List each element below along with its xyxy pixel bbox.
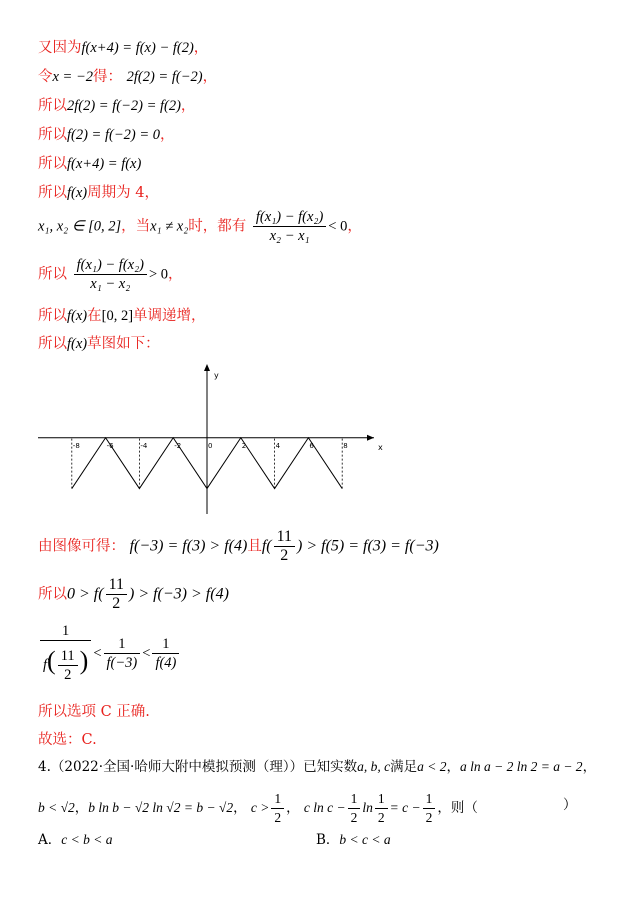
tick-label: 8 bbox=[343, 441, 348, 450]
x-axis-label: x bbox=[378, 442, 383, 452]
line-text: 所以 bbox=[38, 127, 67, 143]
punct: ， bbox=[180, 98, 196, 114]
answer-paren-close bbox=[563, 795, 577, 815]
line-text: 所以 bbox=[38, 266, 67, 283]
denominator: x₂ − x₁ bbox=[269, 228, 310, 244]
question-text: （2022·全国·哈师大附中模拟预测（理））已知实数 bbox=[50, 759, 358, 775]
variables: a, b, c bbox=[357, 759, 391, 774]
less-than: < bbox=[142, 645, 151, 662]
paren: ） bbox=[563, 797, 577, 813]
punct: ， bbox=[74, 800, 89, 816]
equation: f(x+4) = f(x) − f(2) bbox=[81, 40, 194, 56]
fraction-11-2 bbox=[106, 576, 127, 613]
inequality: < 0 bbox=[328, 218, 348, 235]
line-text: 得： bbox=[93, 69, 123, 85]
numerator: 11 bbox=[58, 647, 78, 666]
denominator: 2 bbox=[112, 595, 121, 612]
line-text: 所以 bbox=[38, 586, 67, 603]
reciprocal-3 bbox=[152, 635, 179, 672]
equation: ) > f(5) = f(3) = f(−3) bbox=[297, 537, 439, 555]
numerator: 1 bbox=[104, 635, 141, 654]
numerator: f(x₁) − f(x₂) bbox=[253, 208, 326, 227]
equation: f(x+4) = f(x) bbox=[67, 156, 142, 172]
equation: = c − bbox=[389, 800, 421, 815]
solution-line-2 bbox=[38, 67, 217, 87]
line-text: 草图如下： bbox=[87, 336, 160, 352]
solution-line-6 bbox=[38, 183, 159, 203]
punct: ， bbox=[347, 218, 362, 235]
equation: ) > f(−3) > f(4) bbox=[128, 585, 229, 603]
x-axis-arrow bbox=[367, 435, 374, 441]
numerator: 1 bbox=[375, 790, 388, 809]
punct: ， bbox=[286, 800, 300, 816]
equation: x₁, x₂ ∈ [0, 2] bbox=[38, 218, 122, 235]
equation: f(x) bbox=[67, 185, 88, 201]
numerator: 1 bbox=[423, 790, 436, 809]
line-text: ，当 bbox=[121, 218, 151, 235]
condition: c > bbox=[250, 800, 270, 815]
solution-line-11 bbox=[38, 528, 439, 565]
denominator: 2 bbox=[350, 810, 358, 825]
tick-label: -4 bbox=[140, 441, 148, 450]
solution-line-1 bbox=[38, 38, 208, 58]
solution-line-12 bbox=[38, 576, 229, 613]
solution-line-15 bbox=[38, 730, 97, 750]
numerator: 11 bbox=[274, 528, 295, 547]
option-math: c < b < a bbox=[61, 832, 113, 847]
option-math: b < c < a bbox=[339, 832, 391, 847]
solution-line-9 bbox=[38, 306, 206, 326]
punct: ， bbox=[159, 127, 175, 143]
tick-label: -6 bbox=[106, 441, 114, 450]
punct: ， bbox=[202, 69, 218, 85]
solution-line-8 bbox=[38, 256, 183, 293]
equation: f( bbox=[261, 537, 272, 555]
denominator: f( $\frac{11}{2}$ ) bbox=[43, 646, 89, 684]
equation: f(x) bbox=[67, 336, 88, 352]
option-b[interactable] bbox=[316, 830, 391, 850]
line-text: 令 bbox=[38, 69, 53, 85]
f-symbol: f bbox=[43, 657, 48, 673]
line-text: 所以 bbox=[38, 185, 67, 201]
line-text: 由图像可得： bbox=[38, 538, 125, 555]
denominator: f(−3) bbox=[106, 655, 138, 671]
solution-line-3 bbox=[38, 96, 195, 116]
tick-label: 6 bbox=[309, 441, 314, 450]
interval: [0, 2] bbox=[101, 308, 134, 324]
question-4-line-2 bbox=[38, 790, 478, 827]
equation: ln bbox=[362, 800, 373, 815]
punct: ， bbox=[233, 800, 247, 816]
punct: ， bbox=[446, 759, 460, 775]
condition: b < √2 bbox=[38, 800, 75, 815]
fraction bbox=[253, 208, 326, 245]
equation: f(−3) = f(3) > f(4) bbox=[129, 537, 248, 555]
condition: a < 2 bbox=[417, 759, 447, 774]
question-number: 4. bbox=[38, 759, 51, 775]
punct: ， bbox=[193, 40, 209, 56]
fraction-half bbox=[348, 790, 361, 827]
option-label: B． bbox=[316, 832, 340, 848]
option-label: A． bbox=[38, 832, 62, 848]
solution-line-14 bbox=[38, 702, 150, 722]
tick-label: -8 bbox=[72, 441, 80, 450]
equation: b ln b − √2 ln √2 = b − √2 bbox=[88, 800, 234, 815]
inequality: > 0 bbox=[148, 266, 169, 283]
solution-line-10 bbox=[38, 334, 160, 354]
denominator: f(4) bbox=[155, 655, 177, 671]
line-text: 所以 bbox=[38, 336, 67, 352]
question-text: 满足 bbox=[390, 759, 418, 775]
line-text: 故选：C. bbox=[38, 732, 97, 748]
equation: f(2) = f(−2) = 0 bbox=[67, 127, 160, 143]
punct: ， bbox=[582, 759, 597, 775]
tick-label: 4 bbox=[275, 441, 281, 450]
equation: f(x) bbox=[67, 308, 88, 324]
fraction-half bbox=[375, 790, 388, 827]
fraction-half bbox=[271, 790, 284, 827]
denominator: x₁ − x₂ bbox=[90, 276, 131, 292]
fraction-11-2 bbox=[58, 647, 78, 684]
numerator: 1 bbox=[271, 790, 284, 809]
denominator: 2 bbox=[64, 667, 72, 684]
punct: ， bbox=[168, 266, 183, 283]
equation: x = −2 bbox=[52, 69, 94, 85]
denominator: 2 bbox=[274, 810, 282, 825]
reciprocal-2 bbox=[104, 635, 141, 672]
line-text: 在 bbox=[87, 308, 102, 324]
solution-line-7 bbox=[38, 208, 362, 245]
fraction-11-2 bbox=[274, 528, 295, 565]
option-a[interactable] bbox=[38, 830, 112, 850]
line-text: 时，都有 bbox=[188, 218, 247, 235]
less-than: < bbox=[93, 645, 102, 662]
tick-label: 2 bbox=[241, 441, 247, 450]
equation: c ln c − bbox=[303, 800, 346, 815]
fraction bbox=[74, 256, 147, 293]
line-text: 所以选项 C 正确. bbox=[38, 704, 150, 720]
line-text: 且 bbox=[247, 538, 262, 555]
equation: 2f(2) = f(−2) bbox=[126, 69, 203, 85]
fraction-half bbox=[423, 790, 436, 827]
y-axis-arrow bbox=[204, 364, 210, 371]
line-text: 单调递增， bbox=[133, 308, 206, 324]
tick-labels bbox=[73, 442, 348, 450]
denominator: 2 bbox=[425, 810, 433, 825]
question-4-line-1 bbox=[38, 757, 596, 777]
line-text: 所以 bbox=[38, 308, 67, 324]
equation: 0 > f( bbox=[67, 585, 104, 603]
solution-line-5 bbox=[38, 154, 141, 174]
line-text: 周期为 4， bbox=[87, 185, 159, 201]
numerator: 1 bbox=[40, 622, 91, 641]
denominator: 2 bbox=[377, 810, 385, 825]
line-text: 又因为 bbox=[38, 40, 82, 56]
question-text: ，则（ bbox=[437, 800, 478, 816]
tick-label: 0 bbox=[208, 441, 213, 450]
numerator: 11 bbox=[106, 576, 127, 595]
equation: a ln a − 2 ln 2 = a − 2 bbox=[459, 759, 583, 774]
line-text: 所以 bbox=[38, 156, 67, 172]
numerator: f(x₁) − f(x₂) bbox=[74, 256, 147, 275]
equation: x₁ ≠ x₂ bbox=[150, 218, 189, 235]
numerator: 1 bbox=[348, 790, 361, 809]
axes bbox=[38, 364, 383, 514]
tick-label: -2 bbox=[174, 441, 182, 450]
denominator: 2 bbox=[280, 547, 289, 564]
equation: 2f(2) = f(−2) = f(2) bbox=[67, 98, 181, 114]
y-axis-label: y bbox=[214, 371, 219, 380]
solution-line-4 bbox=[38, 125, 174, 145]
numerator: 1 bbox=[152, 635, 179, 654]
solution-line-13 bbox=[38, 622, 181, 685]
function-sketch-graph bbox=[30, 362, 390, 522]
reciprocal-1 bbox=[40, 622, 91, 685]
line-text: 所以 bbox=[38, 98, 67, 114]
